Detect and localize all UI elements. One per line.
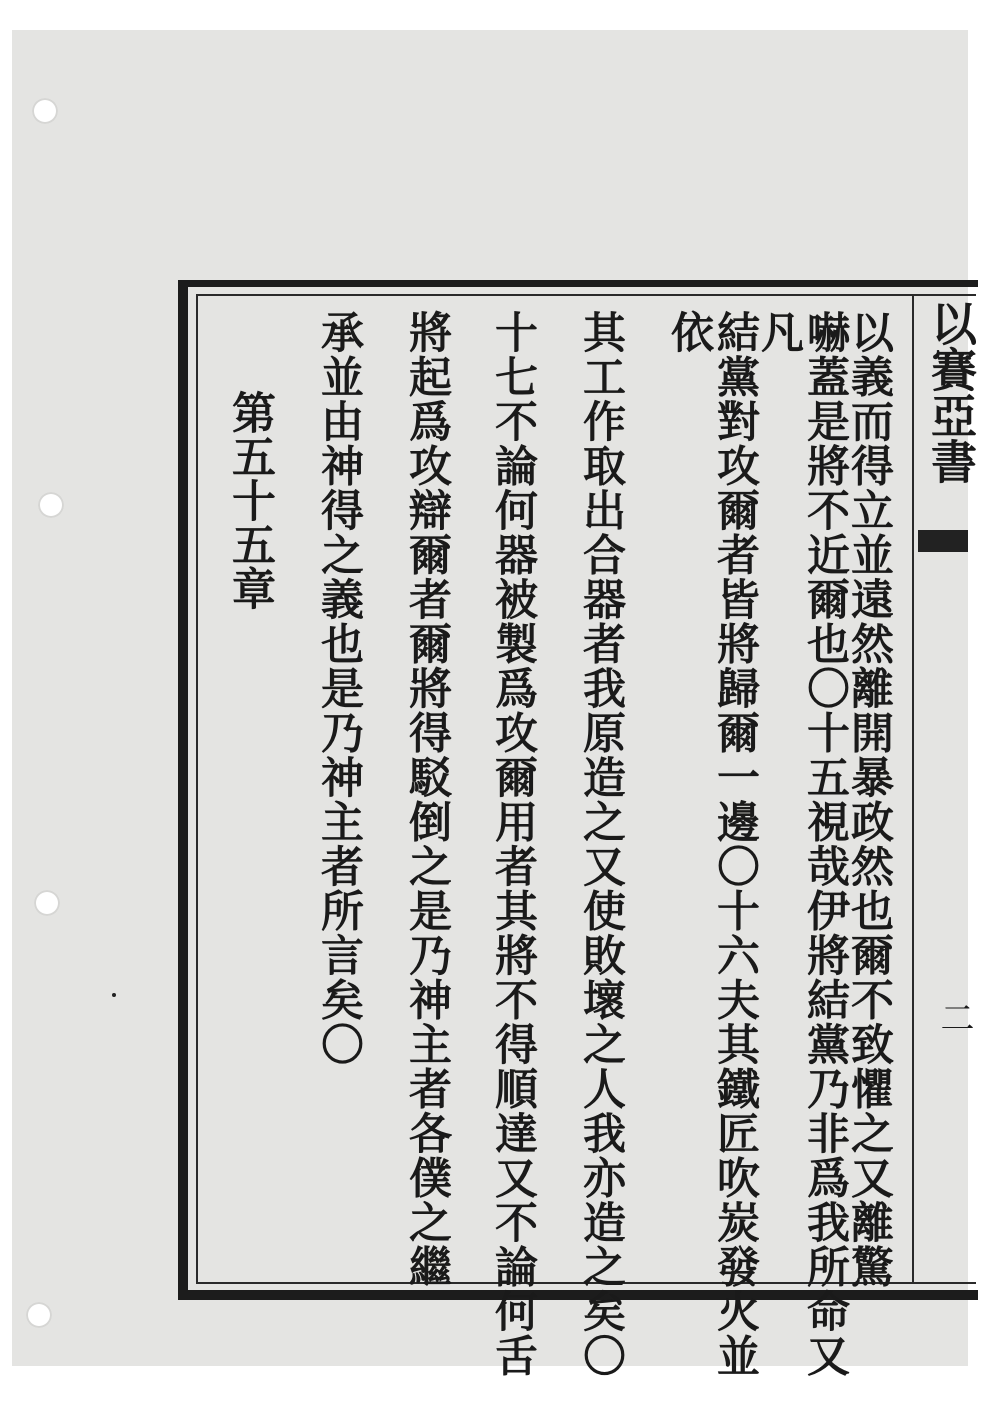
text-column-6: 將起爲攻辯爾者爾將得駁倒之是乃神主者各僕之繼: [402, 310, 452, 1289]
binder-hole: [38, 492, 64, 518]
speck: [112, 993, 116, 997]
margin-divider: [912, 294, 914, 1284]
text-column-4: 其工作取出合器者我原造之又使敗壞之人我亦造之矣〇: [576, 310, 626, 1378]
chapter-heading: 第五十五章: [224, 390, 275, 610]
fishtail-mark: [918, 530, 968, 552]
margin-book-title: 以賽亞書: [924, 300, 978, 484]
binder-hole: [26, 1302, 52, 1328]
binder-hole: [34, 890, 60, 916]
margin-page-number: 二: [934, 1000, 974, 1034]
text-column-7: 承並由神得之義也是乃神主者所言矣〇: [314, 310, 364, 1067]
text-column-2: 嚇蓋是將不近爾也〇十五視哉伊將結黨乃非爲我所命又凡: [754, 310, 850, 1378]
binder-hole: [32, 98, 58, 124]
text-column-3: 結黨對攻爾者皆將歸爾一邊〇十六夫其鐵匠吹炭發火並依: [664, 310, 760, 1378]
text-column-5: 十七不論何器被製爲攻爾用者其將不得順達又不論何舌: [488, 310, 538, 1378]
text-column-1: 以義而得立並遠然離開暴政然也爾不致懼之又離驚: [844, 310, 894, 1289]
